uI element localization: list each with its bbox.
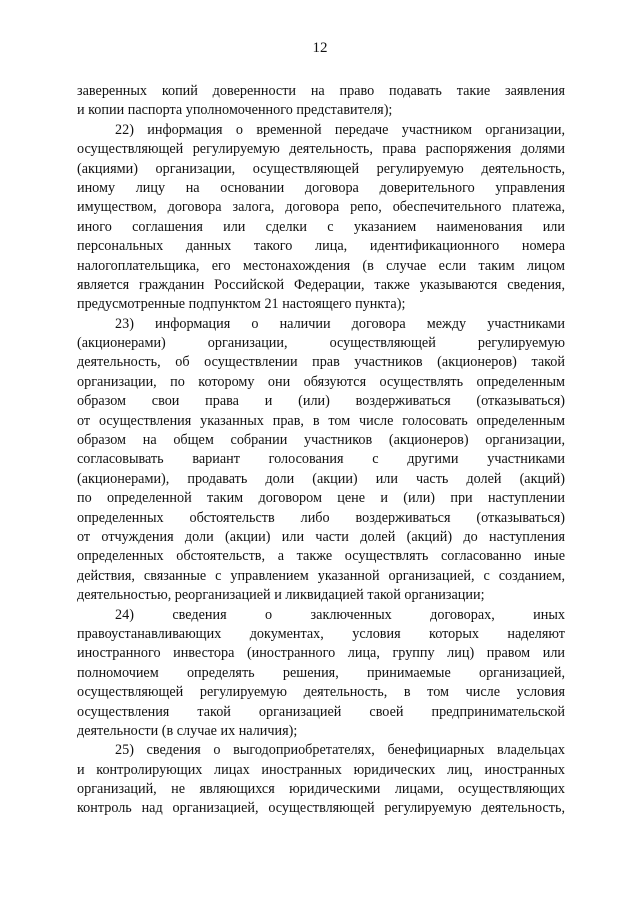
text-line: осуществляющей регулируемую деятельность, в том числе условия	[77, 684, 565, 701]
text-line: налогоплательщика, его местонахождения (в случае если таким лицом	[77, 257, 565, 274]
text-line: и контролирующих лицах иностранных юридических лиц, иностранных	[77, 761, 565, 778]
text-line: согласовывать вариант голосования с другими участниками	[77, 451, 565, 468]
text-line: деятельность, об осуществлении прав участников (акционеров) такой	[77, 354, 565, 371]
text-line: иному лицу на основании договора доверительного управления	[77, 179, 565, 196]
text-line: иного соглашения или сделки с указанием наименования или	[77, 218, 565, 235]
text-line: 24) сведения о заключенных договорах, иных	[115, 606, 565, 623]
text-line: (акционерами), продавать доли (акции) или часть долей (акций)	[77, 470, 565, 487]
text-line: образом на общем собрании участников (акционеров) организации,	[77, 432, 565, 449]
text-line: 25) сведения о выгодоприобретателях, бенефициарных владельцах	[115, 742, 565, 759]
text-line: организаций, не являющихся юридическими лицами, осуществляющих	[77, 781, 565, 798]
text-line: является гражданин Российской Федерации, также указываются сведения,	[77, 276, 565, 293]
text-line: осуществляющей регулируемую деятельность, права распоряжения долями	[77, 141, 565, 158]
text-line: 23) информация о наличии договора между участниками	[115, 315, 565, 332]
text-line: деятельностью, реорганизацией и ликвидацией такой организации;	[77, 587, 485, 604]
text-line: имуществом, договора залога, договора репо, обеспечительного платежа,	[77, 199, 565, 216]
text-line: и копии паспорта уполномоченного представителя);	[77, 102, 393, 119]
text-line: заверенных копий доверенности на право подавать такие заявления	[77, 83, 565, 99]
text-line: 22) информация о временной передаче участником организации,	[115, 121, 565, 138]
text-line: контроль над организацией, осуществляющей регулируемую деятельность,	[77, 800, 565, 817]
text-line: полномочием определять решения, принимаемые организацией,	[77, 664, 565, 681]
text-line: определенных обстоятельств, а также осуществлять согласованно иные	[77, 548, 565, 565]
text-line: организации, по которому они обязуются осуществлять определенным	[77, 373, 565, 390]
text-line: определенных обстоятельств либо воздерживаться (отказываться)	[77, 509, 565, 526]
document-body	[77, 82, 565, 819]
text-line: иностранного инвестора (иностранного лица, группу лиц) правом или	[77, 645, 565, 662]
text-line: действия, связанные с управлением указанной организацией, с созданием,	[77, 567, 565, 584]
text-line: от отчуждения доли (акции) или части долей (акций) до наступления	[77, 528, 565, 545]
text-line: (акциями) организации, осуществляющей регулируемую деятельность,	[77, 160, 565, 177]
text-line: правоустанавливающих документах, условия которых наделяют	[77, 625, 565, 642]
text-line: деятельности (в случае их наличия);	[77, 722, 298, 739]
text-line: предусмотренные подпунктом 21 настоящего пункта);	[77, 296, 406, 313]
text-line: осуществления такой организацией своей предпринимательской	[77, 703, 565, 720]
text-line: образом свои права и (или) воздерживаться (отказываться)	[77, 393, 565, 410]
text-line: (акционерами) организации, осуществляющей регулируемую	[77, 335, 565, 352]
page-number: 12	[312, 40, 328, 56]
text-line: от осуществления указанных прав, в том числе голосовать определенным	[77, 412, 565, 429]
text-line: персональных данных такого лица, идентификационного номера	[77, 238, 565, 255]
text-line: по определенной таким договором цене и (или) при наступлении	[77, 490, 565, 507]
